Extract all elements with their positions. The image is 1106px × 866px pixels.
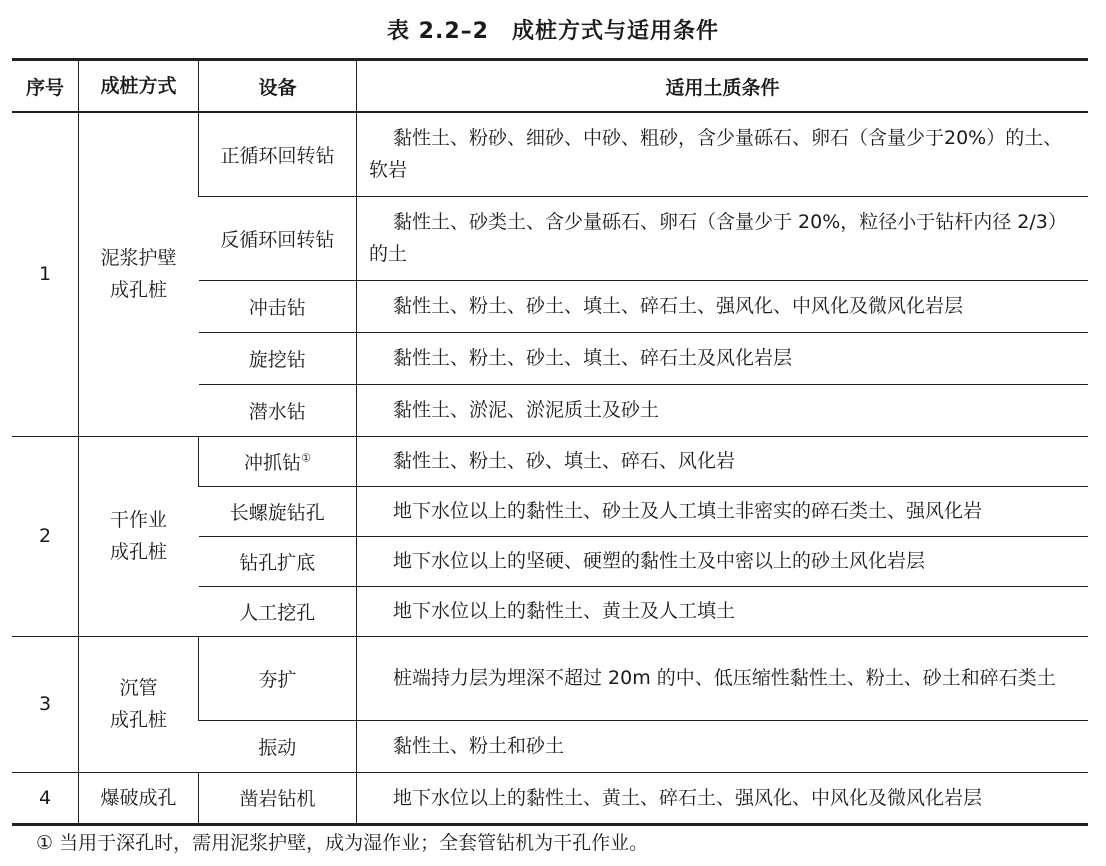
table-row <box>12 436 1088 486</box>
table-row <box>12 636 1088 720</box>
condition-text: 地下水位以上的坚硬、硬塑的黏性土及中密以上的砂土风化岩层 <box>393 550 926 572</box>
condition-text: 黏性土、粉土、砂土、填土、碎石土、强风化、中风化及微风化岩层 <box>393 295 964 317</box>
condition-cell <box>357 332 1089 384</box>
equipment-cell: 凿岩钻机 <box>199 772 357 824</box>
equipment-cell: 长螺旋钻孔 <box>199 486 357 536</box>
group-num: 1 <box>12 112 79 436</box>
method-line: 沉管 <box>119 677 158 699</box>
method-line: 爆破成孔 <box>100 786 177 809</box>
group-method <box>79 112 199 436</box>
group-method <box>79 436 199 636</box>
condition-cell <box>357 536 1089 586</box>
header-method: 成桩方式 <box>79 60 199 113</box>
condition-cell <box>357 196 1089 280</box>
pile-method-table <box>12 58 1088 826</box>
header-condition: 适用土质条件 <box>357 60 1089 113</box>
method-line: 泥浆护壁 <box>100 247 177 270</box>
footnote-marker: ① <box>301 451 311 465</box>
condition-text: 地下水位以上的黏性土、黄土、碎石土、强风化、中风化及微风化岩层 <box>393 786 983 809</box>
condition-cell <box>357 586 1089 636</box>
group-num: 4 <box>12 772 79 824</box>
group-num: 2 <box>12 436 79 636</box>
equipment-cell: 冲击钻 <box>199 280 357 332</box>
equipment-cell: 夯扩 <box>199 636 357 720</box>
method-line: 成孔桩 <box>109 541 167 563</box>
method-line: 成孔桩 <box>109 279 167 302</box>
condition-text: 黏性土、粉土和砂土 <box>393 735 565 757</box>
header-equipment: 设备 <box>199 60 357 113</box>
method-line: 干作业 <box>109 509 167 531</box>
condition-cell <box>357 772 1089 824</box>
table-footnote: ① 当用于深孔时，需用泥浆护壁，成为湿作业；全套管钻机为干孔作业。 <box>36 832 649 854</box>
equipment-cell: 旋挖钻 <box>199 332 357 384</box>
table-title: 表 2.2–2 成桩方式与适用条件 <box>387 19 719 44</box>
equipment-cell: 反循环回转钻 <box>199 196 357 280</box>
header-num: 序号 <box>12 60 79 113</box>
condition-cell <box>357 486 1089 536</box>
group-method <box>79 636 199 772</box>
condition-cell <box>357 280 1089 332</box>
condition-text: 地下水位以上的黏性土、黄土及人工填土 <box>393 600 736 622</box>
table-row <box>12 772 1088 824</box>
condition-text: 地下水位以上的黏性土、砂土及人工填土非密实的碎石类土、强风化岩 <box>393 500 983 522</box>
condition-cell <box>357 112 1089 196</box>
group-method <box>79 772 199 824</box>
method-line: 成孔桩 <box>109 709 167 731</box>
group-num: 3 <box>12 636 79 772</box>
equipment-cell: 人工挖孔 <box>199 586 357 636</box>
equipment-cell <box>199 436 357 486</box>
equipment-cell: 振动 <box>199 720 357 772</box>
condition-cell <box>357 436 1089 486</box>
condition-cell <box>357 636 1089 720</box>
equipment-cell: 正循环回转钻 <box>199 112 357 196</box>
equipment-cell: 潜水钻 <box>199 384 357 436</box>
condition-text: 黏性土、淤泥、淤泥质土及砂土 <box>393 399 660 421</box>
condition-text: 黏性土、砂类土、含少量砾石、卵石（含量少于 20%，粒径小于钻杆内径 2/3）的土 <box>369 211 1067 265</box>
table-header-row <box>12 60 1088 113</box>
equipment-cell: 钻孔扩底 <box>199 536 357 586</box>
condition-text: 黏性土、粉砂、细砂、中砂、粗砂，含少量砾石、卵石（含量少于20%）的土、软岩 <box>369 127 1063 182</box>
equipment-label: 冲抓钻 <box>244 451 302 474</box>
condition-text: 黏性土、粉土、砂土、填土、碎石土及风化岩层 <box>393 347 793 369</box>
condition-text: 桩端持力层为埋深不超过 20m 的中、低压缩性黏性土、粉土、砂土和碎石类土 <box>393 667 1056 689</box>
condition-cell <box>357 384 1089 436</box>
condition-cell <box>357 720 1089 772</box>
condition-text: 黏性土、粉土、砂、填土、碎石、风化岩 <box>393 450 736 472</box>
table-row <box>12 112 1088 196</box>
